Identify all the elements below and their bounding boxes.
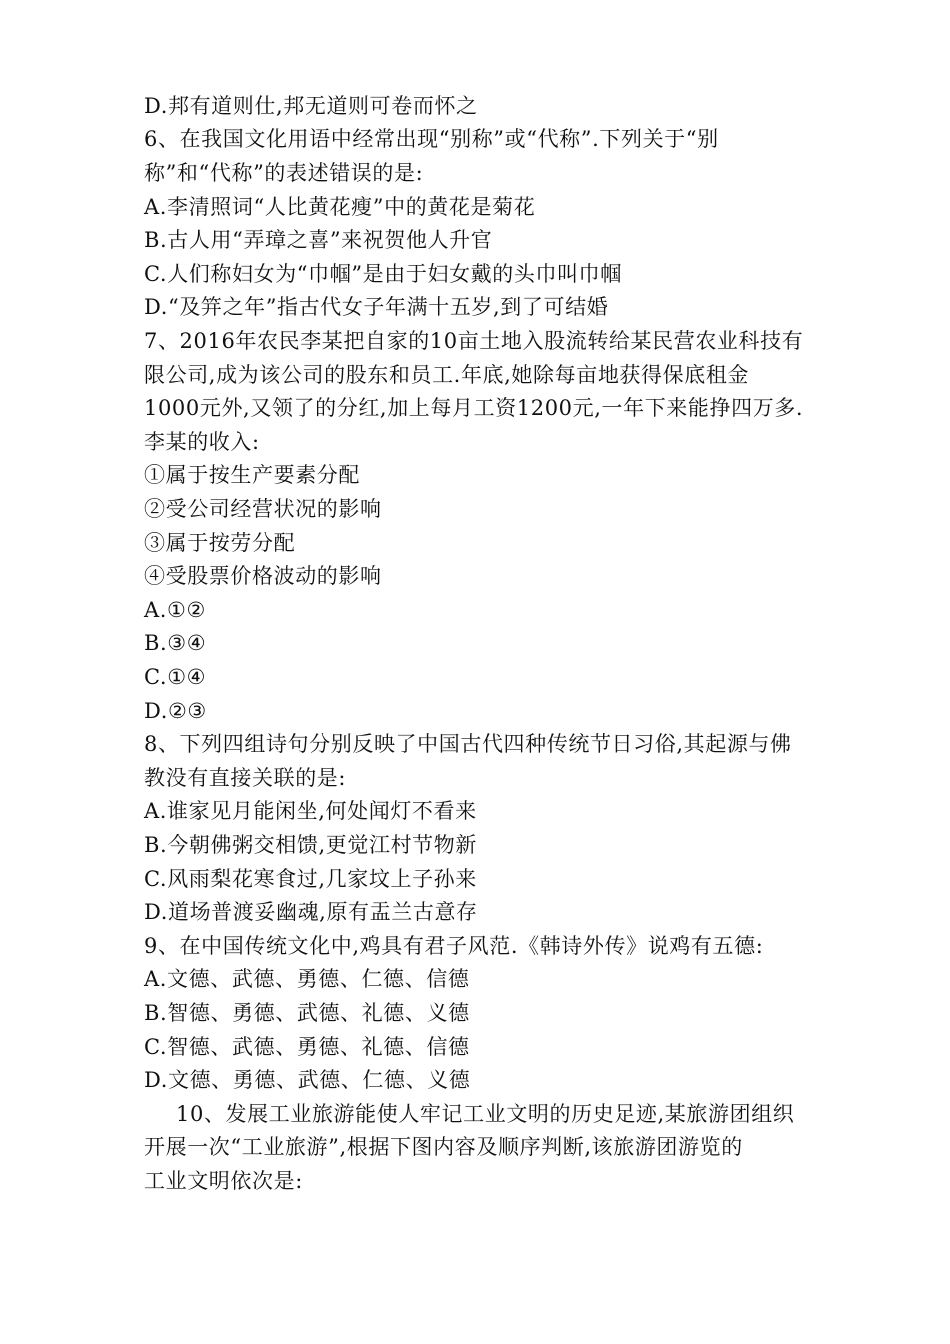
option-line: A.谁家见月能闲坐,何处闻灯不看来 <box>144 799 477 823</box>
option-line: C.①④ <box>144 665 207 689</box>
question-9-stem: 9、在中国传统文化中,鸡具有君子风范.《韩诗外传》说鸡有五德: <box>144 934 764 958</box>
statement-line: ④受股票价格波动的影响 <box>144 564 382 588</box>
text-line: 工业文明依次是: <box>144 1169 303 1193</box>
option-line: D.“及笄之年”指古代女子年满十五岁,到了可结婚 <box>144 295 609 319</box>
text-line: 教没有直接关联的是: <box>144 766 347 790</box>
statement-line: ③属于按劳分配 <box>144 531 296 555</box>
option-line: C.智德、武德、勇德、礼德、信德 <box>144 1035 470 1059</box>
option-line: A.文德、武德、勇德、仁德、信德 <box>144 967 470 991</box>
option-line: D.文德、勇德、武德、仁德、义德 <box>144 1068 471 1092</box>
option-line: D.②③ <box>144 699 207 723</box>
question-7-stem: 7、2016年农民李某把自家的10亩土地入股流转给某民营农业科技有 <box>144 329 804 353</box>
option-line: D.道场普渡妥幽魂,原有盂兰古意存 <box>144 900 478 924</box>
question-8-stem: 8、下列四组诗句分别反映了中国古代四种传统节日习俗,其起源与佛 <box>144 732 792 756</box>
option-line: A.李清照词“人比黄花瘦”中的黄花是菊花 <box>144 195 536 219</box>
option-line: B.智德、勇德、武德、礼德、义德 <box>144 1001 470 1025</box>
text-line: 1000元外,又领了的分红,加上每月工资1200元,一年下来能挣四万多. <box>144 396 804 420</box>
text-line: D.邦有道则仕,邦无道则可卷而怀之 <box>144 94 478 118</box>
option-line: A.①② <box>144 598 206 622</box>
text-line: 限公司,成为该公司的股东和员工.年底,她除每亩地获得保底租金 <box>144 363 750 387</box>
option-line: C.风雨梨花寒食过,几家坟上子孙来 <box>144 867 477 891</box>
option-line: B.③④ <box>144 631 207 655</box>
question-10-stem: 10、发展工业旅游能使人牢记工业文明的历史足迹,某旅游团组织 <box>176 1102 795 1126</box>
statement-line: ②受公司经营状况的影响 <box>144 497 382 521</box>
option-line: B.今朝佛粥交相馈,更觉江村节物新 <box>144 833 477 857</box>
option-line: B.古人用“弄璋之喜”来祝贺他人升官 <box>144 228 493 252</box>
option-line: C.人们称妇女为“巾帼”是由于妇女戴的头巾叫巾帼 <box>144 262 622 286</box>
text-line: 开展一次“工业旅游”,根据下图内容及顺序判断,该旅游团游览的 <box>144 1135 743 1159</box>
text-line: 称”和“代称”的表述错误的是: <box>144 161 424 185</box>
text-line: 李某的收入: <box>144 430 260 454</box>
statement-line: ①属于按生产要素分配 <box>144 463 360 487</box>
question-6-stem: 6、在我国文化用语中经常出现“别称”或“代称”.下列关于“别 <box>144 127 719 151</box>
